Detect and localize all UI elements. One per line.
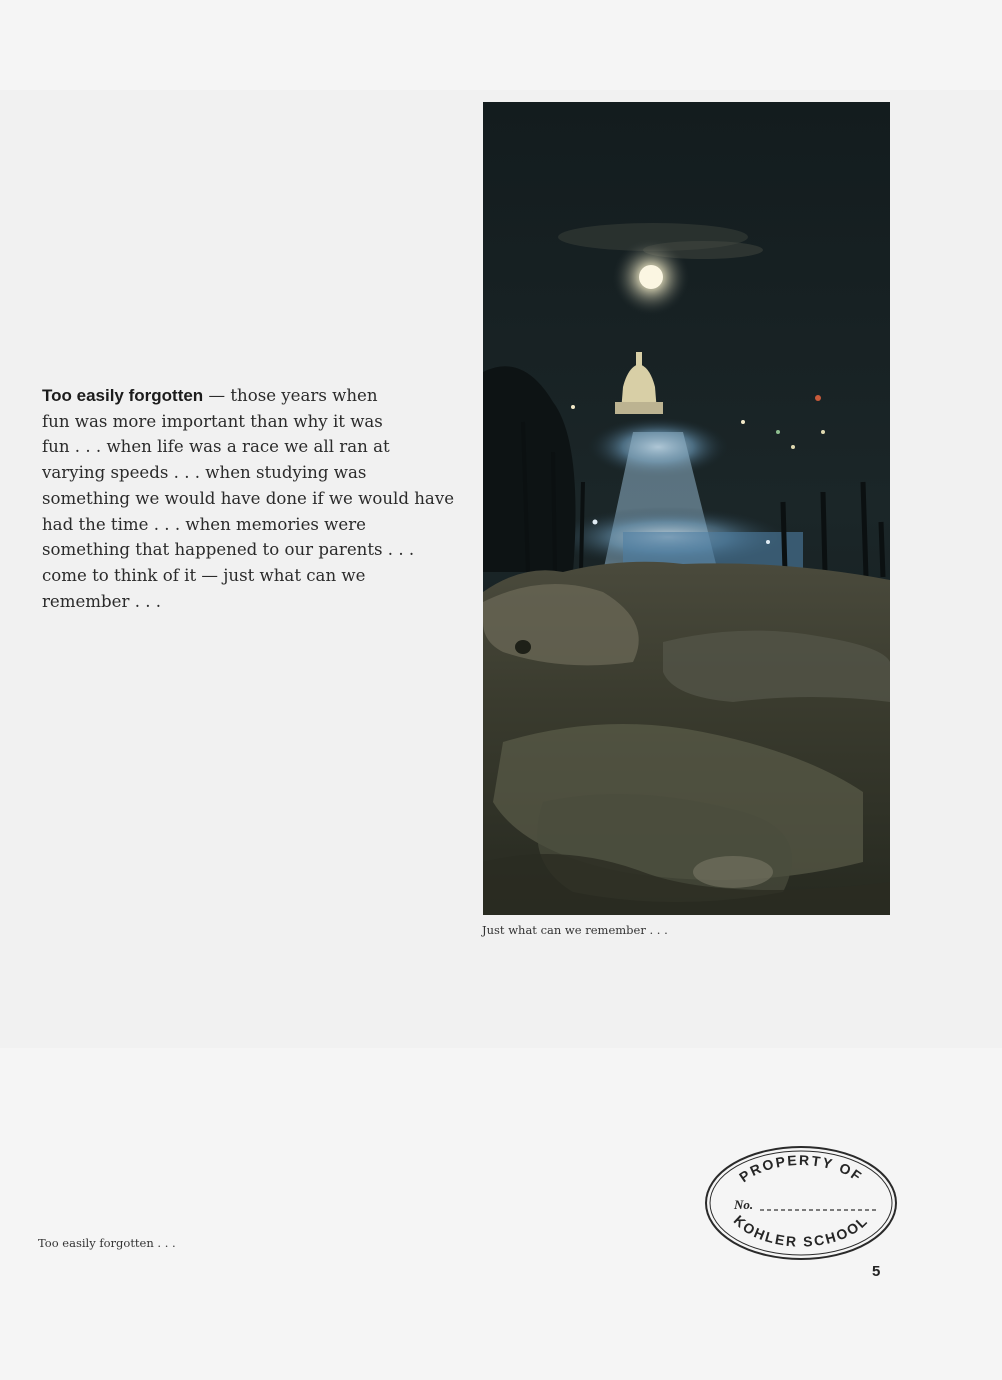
intro-paragraph: [42, 383, 457, 614]
stamp-bottom-arc: KOHLER SCHOOL: [730, 1211, 872, 1250]
night-city-photo: [483, 102, 890, 915]
photo-caption: Just what can we remember . . .: [482, 923, 668, 937]
stamp-number-label: No.: [734, 1197, 754, 1212]
intro-line-7: something that happened to our parents . . .: [42, 540, 415, 560]
intro-line-1: Too easily forgotten — those years when: [42, 386, 378, 405]
svg-text:PROPERTY OF: [736, 1152, 866, 1185]
intro-line-4: varying speeds . . . when studying was: [42, 463, 367, 483]
footer-running-title: Too easily forgotten . . .: [38, 1236, 176, 1250]
intro-line-8: come to think of it — just what can we: [42, 565, 366, 585]
stamp-top-arc: PROPERTY OF: [736, 1151, 866, 1186]
intro-lead: Too easily forgotten: [42, 386, 204, 405]
intro-line-3: fun . . . when life was a race we all ran at: [42, 437, 390, 457]
svg-text:KOHLER SCHOOL: [731, 1212, 872, 1250]
page-number: 5: [872, 1263, 881, 1280]
intro-line-5: something we would have done if we would have: [42, 488, 455, 508]
intro-line-6: had the time . . . when memories were: [42, 514, 366, 534]
intro-line-2: fun was more important than why it was: [42, 411, 383, 431]
library-stamp: [702, 1140, 900, 1266]
intro-line-9: remember . . .: [42, 591, 162, 611]
